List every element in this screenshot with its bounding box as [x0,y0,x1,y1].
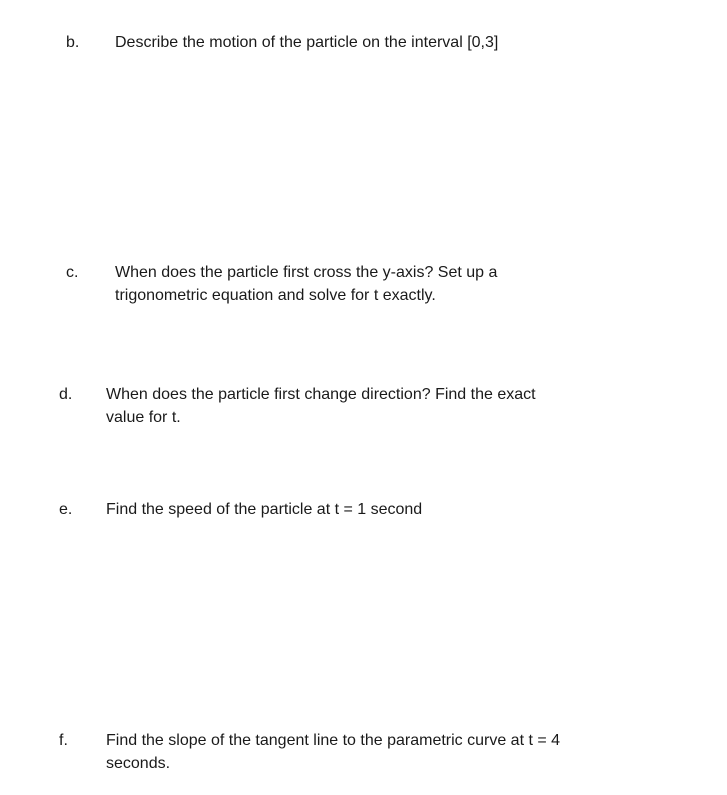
question-text: Describe the motion of the particle on the interval [0,3] [115,34,499,51]
question-marker: b. [66,34,80,51]
question-marker: f. [59,732,68,749]
question-text: Find the slope of the tangent line to the parametric curve at t = 4 seconds. [106,732,561,772]
question-marker: e. [59,501,73,518]
question-marker: d. [59,386,73,403]
question-marker: c. [66,264,79,281]
question-text: When does the particle first cross the y-axis? Set up a trigonometric equation and solve for t exactly. [115,264,498,304]
question-text: When does the particle first change direction? Find the exact value for t. [106,386,536,426]
question-text: Find the speed of the particle at t = 1 second [106,501,423,518]
